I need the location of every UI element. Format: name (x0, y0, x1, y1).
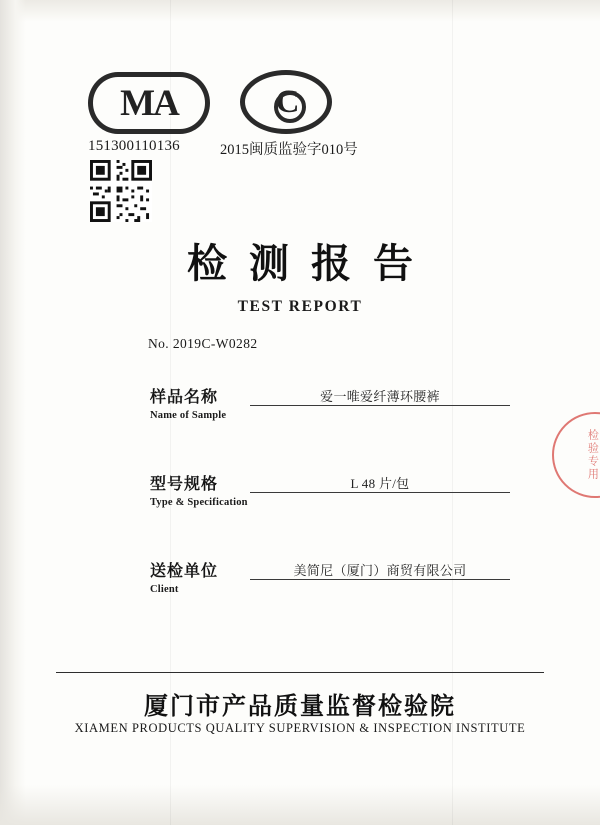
footer-divider (56, 672, 544, 673)
page-title: 检测报告 (187, 241, 435, 286)
field-label-group (150, 471, 250, 508)
page-title-english: TEST REPORT (237, 298, 363, 315)
qr-code-icon (90, 160, 152, 222)
cma-mark-label: MA (120, 82, 178, 124)
official-stamp: 检验专用 (552, 412, 600, 498)
field-value: 爱一唯爱纤薄环腰裤 (320, 389, 440, 404)
cal-mark-label: C (275, 83, 297, 120)
field-label-group (150, 384, 250, 421)
cma-certificate-number: 151300110136 (88, 138, 180, 154)
cal-mark-icon (240, 70, 332, 134)
field-label-en: Type & Specification (150, 497, 248, 508)
field-label-cn: 送检单位 (150, 563, 219, 580)
accreditation-marks (88, 72, 418, 158)
scan-shadow-top (0, 0, 600, 22)
issuer-name-en: XIAMEN PRODUCTS QUALITY SUPERVISION & INSPECTION INSTITUTE (74, 721, 526, 735)
field-value: 美简尼（厦门）商贸有限公司 (293, 563, 467, 578)
field-type-specification (150, 471, 510, 511)
field-label-group (150, 558, 250, 595)
cal-certificate-number: 2015闽质监验字010号 (220, 142, 358, 158)
field-underline (250, 579, 510, 580)
field-label-en: Name of Sample (150, 410, 227, 421)
field-value: L 48 片/包 (350, 476, 410, 491)
report-number: No. 2019C-W0282 (148, 336, 258, 351)
field-label-en: Client (150, 584, 179, 595)
field-underline (250, 492, 510, 493)
field-label-cn: 型号规格 (150, 476, 219, 493)
field-underline (250, 405, 510, 406)
field-sample-name (150, 384, 510, 424)
cal-mark-inner-ring-icon (274, 91, 306, 123)
field-label-cn: 样品名称 (150, 389, 219, 406)
field-client (150, 558, 510, 598)
scan-shadow-bottom (0, 785, 600, 825)
cma-mark-icon (88, 72, 210, 134)
issuer-name-cn: 厦门市产品质量监督检验院 (144, 694, 456, 720)
